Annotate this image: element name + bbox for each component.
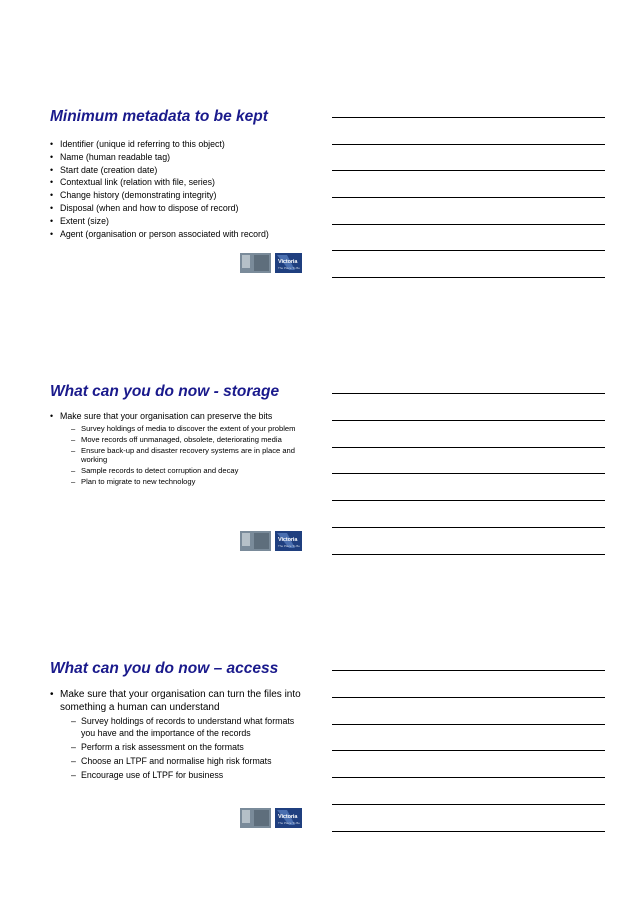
sub-bullet-item: – Sample records to detect corruption and decay: [60, 466, 310, 475]
bullet-item: [50, 688, 310, 781]
bullet-list: [50, 688, 310, 781]
victoria-logo: [275, 531, 302, 551]
bullet-item: • Contextual link (relation with file, series): [50, 176, 310, 189]
logo-group: [240, 531, 302, 551]
note-line: [332, 554, 605, 555]
note-line: [332, 250, 605, 251]
victoria-logo-text: Victoria: [278, 259, 298, 265]
victoria-logo: [275, 808, 302, 828]
bullet-text: Make sure that your organisation can preserve the bits: [60, 411, 273, 421]
sub-bullet-item: – Survey holdings of media to discover the extent of your problem: [60, 424, 310, 433]
logo-group: [240, 808, 302, 828]
note-line: [332, 447, 605, 448]
bullet-item: • Start date (creation date): [50, 164, 310, 177]
bullet-list: [50, 411, 310, 486]
victoria-logo-sub: The Place To Be: [278, 821, 300, 825]
logo-group: [240, 253, 302, 273]
slide-content: [50, 300, 310, 488]
records-office-logo: [240, 808, 271, 828]
note-line: [332, 197, 605, 198]
note-line: [332, 277, 605, 278]
bullet-item: • Identifier (unique id referring to this object): [50, 138, 310, 151]
note-line: [332, 831, 605, 832]
slide-title: What can you do now - storage: [50, 383, 280, 400]
bullet-item: • Disposal (when and how to dispose of record): [50, 202, 310, 215]
note-line: [332, 500, 605, 501]
slide-1: [0, 0, 638, 290]
note-line: [332, 804, 605, 805]
sub-bullet-item: – Plan to migrate to new technology: [60, 477, 310, 486]
sub-bullet-item: – Survey holdings of records to understand what formats you have and the importance of the records: [60, 716, 310, 739]
note-line: [332, 670, 605, 671]
sub-bullet-item: – Choose an LTPF and normalise high risk formats: [60, 756, 310, 768]
bullet-item: [50, 411, 310, 486]
note-line: [332, 527, 605, 528]
note-line: [332, 697, 605, 698]
sub-bullet-item: – Encourage use of LTPF for business: [60, 770, 310, 782]
slide-3: [0, 578, 638, 868]
bullet-item: • Change history (demonstrating integrity): [50, 189, 310, 202]
bullet-item: • Extent (size): [50, 215, 310, 228]
records-office-logo: [240, 531, 271, 551]
records-office-logo: [240, 253, 271, 273]
slide-content: [50, 0, 310, 240]
note-line: [332, 750, 605, 751]
slide-title: What can you do now – access: [50, 660, 279, 677]
sub-bullet-item: – Perform a risk assessment on the formats: [60, 742, 310, 754]
note-line: [332, 724, 605, 725]
sub-bullet-list: [60, 716, 310, 781]
note-line: [332, 117, 605, 118]
sub-bullet-item: – Ensure back-up and disaster recovery systems are in place and working: [60, 446, 310, 464]
slide-content: [50, 578, 310, 784]
bullet-item: • Name (human readable tag): [50, 151, 310, 164]
victoria-logo-sub: The Place To Be: [278, 544, 300, 548]
sub-bullet-list: [60, 424, 310, 486]
note-line: [332, 777, 605, 778]
sub-bullet-item: – Move records off unmanaged, obsolete, deteriorating media: [60, 435, 310, 444]
victoria-logo: [275, 253, 302, 273]
victoria-logo-sub: The Place To Be: [278, 266, 300, 270]
slide-title: Minimum metadata to be kept: [50, 108, 268, 125]
note-line: [332, 144, 605, 145]
note-line: [332, 170, 605, 171]
victoria-logo-text: Victoria: [278, 537, 298, 543]
note-line: [332, 393, 605, 394]
victoria-logo-text: Victoria: [278, 814, 298, 820]
bullet-list: [50, 138, 310, 240]
note-line: [332, 420, 605, 421]
slide-2: [0, 300, 638, 590]
note-line: [332, 473, 605, 474]
bullet-text: Make sure that your organisation can turn the files into something a human can understand: [60, 689, 301, 713]
bullet-item: • Agent (organisation or person associated with record): [50, 228, 310, 241]
note-line: [332, 224, 605, 225]
